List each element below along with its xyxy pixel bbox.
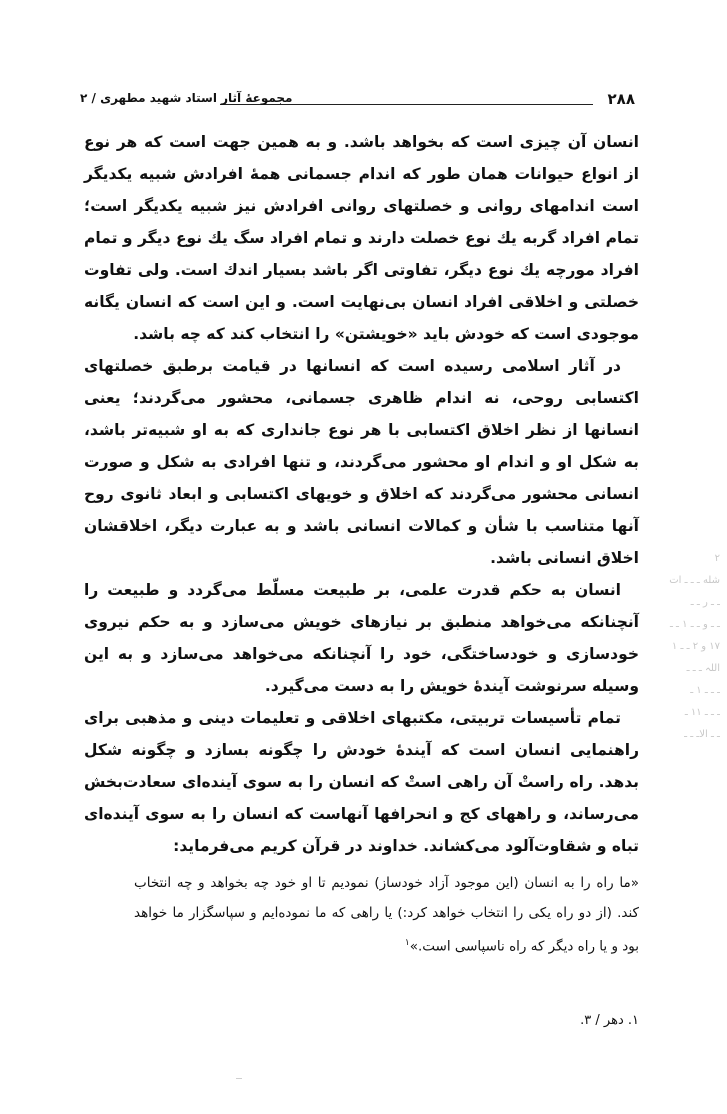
main-text [84,126,639,862]
quote-text: «ما راه را به انسان (این موجود آزاد خودساز) نمودیم تا او خود چه بخواهد و چه انتخاب کند. (از دو راه یکی را انتخاب خواهد کرد:) یا راهی که ما نموده‌ایم و سپاسگزار ما خواهد بود و یا راه دیگر که راه ناسپاسی است.» [134,875,639,955]
quran-quote [134,868,639,962]
footnote-marker: ۱ [404,938,410,948]
margin-line: ۲ [714,553,720,564]
margin-line: ـ ـ ر ـ ـ [690,597,720,608]
paragraph: انسان به حکم قدرت علمی، بر طبیعت مسلّط می‌گردد و طبیعت را آنچنانکه می‌خواهد منطبق بر نیازهای خویش می‌سازد و به حکم نیروی خودسازی و خودساختگی، خود را آنچنانکه می‌خواهد می‌سازد و به این وسیله سرنوشت آیندهٔ خویش را به دست می‌گیرد. [84,581,639,695]
margin-line: ـ ـ الاـ ـ ـ [684,729,720,740]
page-speck [236,1078,242,1079]
paragraph: انسان آن چیزی است که بخواهد باشد. و به همین جهت است که هر نوع از انواع حیوانات همان طور که اندام جسمانی همهٔ افرادش شبیه یکدیگر است اندامهای روانی و خصلتهای روانی افرادش نیز شبیه یکدیگر است؛ تمام افراد گربه یك نوع خصلت دارند و تمام افراد سگ یك نوع دیگر و تمام افراد مورچه یك نوع دیگر، تفاوتی اگر باشد بسیار اندك است. ولی تفاوت خصلتی و اخلاقی افراد انسان بی‌نهایت است. و این است که انسان یگانه موجودی است که خودش باید «خویشتن» را انتخاب کند که چه باشد. [84,133,639,343]
margin-line: ـ ـ ـ ۱۱ ـ [684,707,720,718]
margin-line: ـ ـ و ـ ـ ۱ ـ ـ [669,619,720,630]
footnote: ۱. دهر / ۳. [580,1013,639,1028]
margin-line: اللہ ـ ـ ـ [686,663,720,674]
paragraph: تمام تأسیسات تربیتی، مکتبهای اخلاقی و تعلیمات دینی و مذهبی برای راهنمایی انسان است که آیندهٔ خودش را چگونه بسازد و چگونه شکل بدهد. راه راستْ آن راهی استْ که انسان را به سوی آینده‌ای سعادت‌بخش می‌رساند، و راههای کج و انحرافها آنهاست که انسان را به سوی آینده‌ای تباه و شقاوت‌آلود می‌کشاند. خداوند در قرآن کریم می‌فرماید: [84,709,639,855]
margin-line: ۱۷ و ۲ ـ ـ ۱ [671,641,720,652]
margin-line: ـ ـ ـ ۱ ـ [690,685,720,696]
margin-bleed-through [630,548,720,746]
running-header [80,90,635,112]
paragraph: در آثار اسلامی رسیده است که انسانها در قیامت برطبق خصلتهای اکتسابی روحی، نه اندام ظاهری جسمانی، محشور می‌گردند؛ یعنی انسانها از نظر اخلاق اکتسابی با هر نوع جانداری که به او شبیه‌تر باشد، به شکل او و اندام او محشور می‌گردند، و تنها افرادی به شکل و صورت انسانی محشور می‌گردند که اخلاق و خویهای اکتسابی و ابعاد ثانوی روح آنها متناسب با شأن و کمالات انسانی باشد و به عبارت دیگر، اخلاقشان اخلاق انسانی باشد. [84,357,639,567]
running-title: مجموعهٔ آثار استاد شهید مطهری / ۲ [80,91,293,105]
margin-line: شله ـ ـ ـ ات [669,575,720,586]
page-number: ۲۸۸ [607,90,635,108]
